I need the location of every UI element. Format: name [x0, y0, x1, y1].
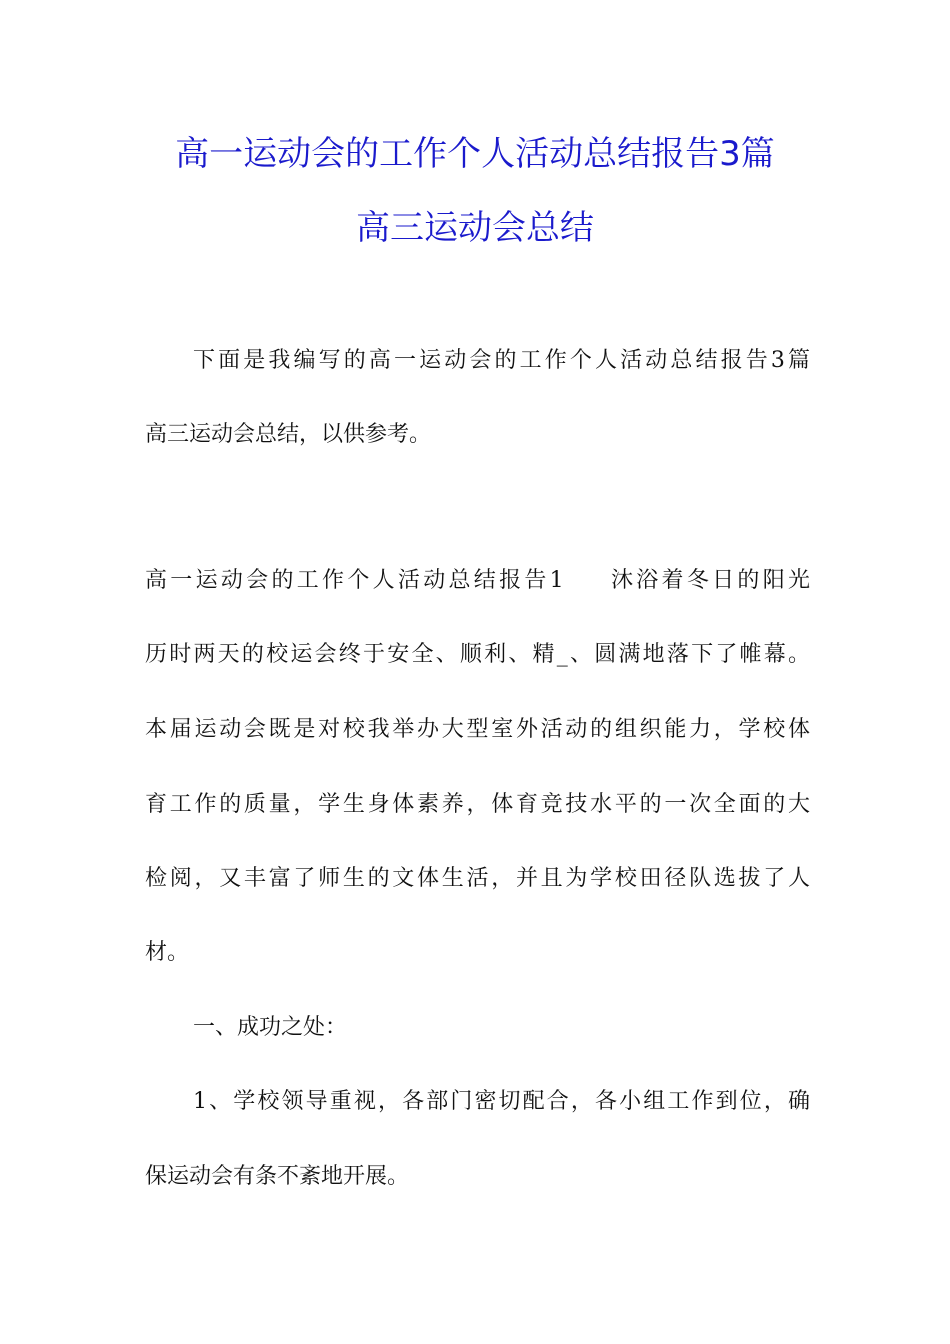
document-title: 高一运动会的工作个人活动总结报告3篇	[175, 134, 775, 174]
report-heading-line	[145, 566, 810, 596]
section-heading: 一、成功之处：	[193, 1015, 348, 1040]
intro-line-2: 高三运动会总结，以供参考。	[145, 422, 432, 447]
document-subtitle: 高三运动会总结	[356, 208, 594, 248]
body-line: 检阅，又丰富了师生的文体生活，并且为学校田径队选拔了人	[145, 866, 810, 891]
report-heading: 高一运动会的工作个人活动总结报告1	[145, 568, 564, 593]
list-item-1-line-2: 保运动会有条不紊地开展。	[145, 1164, 410, 1189]
body-line: 历时两天的校运会终于安全、顺利、精_、圆满地落下了帷幕。	[145, 642, 810, 667]
body-line: 材。	[145, 940, 190, 965]
body-line: 育工作的质量，学生身体素养，体育竞技水平的一次全面的大	[145, 792, 810, 817]
intro-line-1: 下面是我编写的高一运动会的工作个人活动总结报告3篇	[193, 348, 810, 373]
report-heading-continuation: 沐浴着冬日的阳光	[607, 568, 810, 593]
body-line: 本届运动会既是对校我举办大型室外活动的组织能力，学校体	[145, 717, 810, 742]
list-item-1-line-1: 1、学校领导重视，各部门密切配合，各小组工作到位，确	[193, 1089, 810, 1114]
